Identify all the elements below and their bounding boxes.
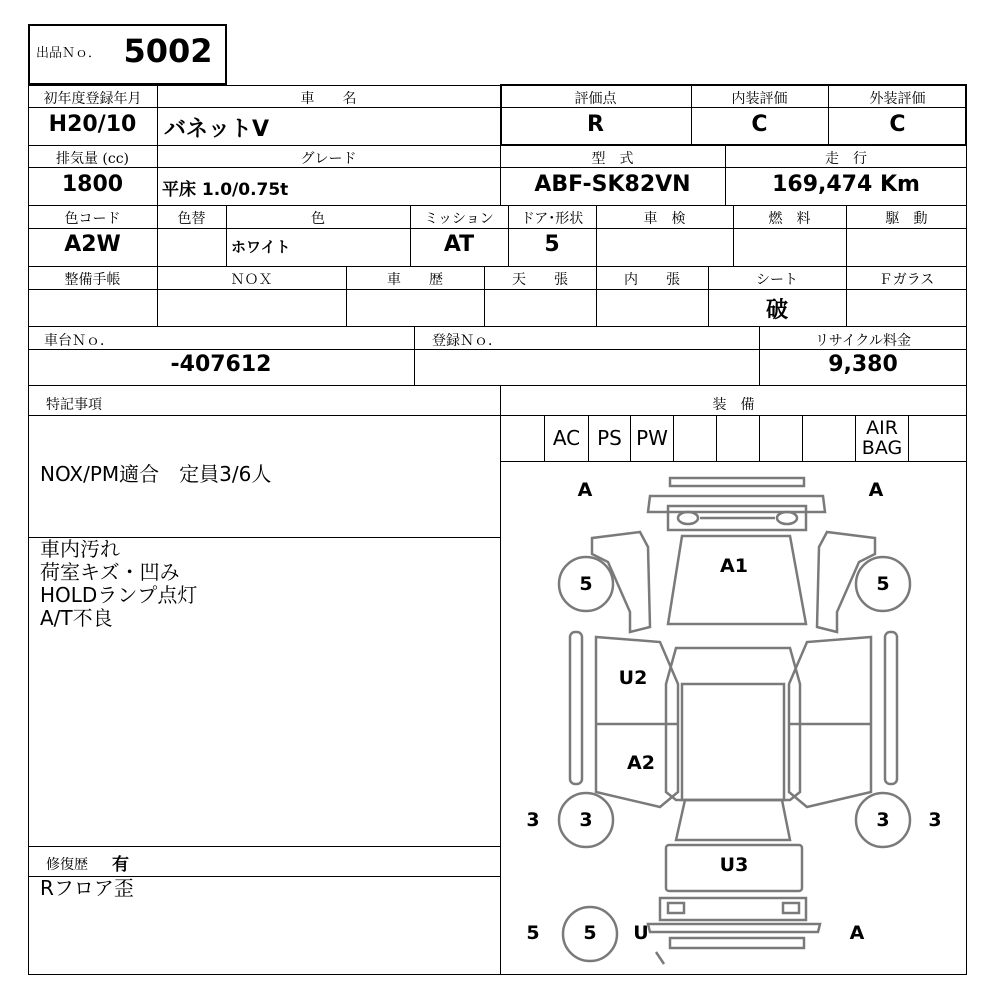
fuel-label: 燃 料 [768, 211, 811, 227]
mark-front-right-tire: 5 [876, 573, 890, 595]
recycle-value: 9,380 [828, 352, 898, 377]
year-label: 初年度登録年月 [43, 91, 142, 107]
service-label: 整備手帳 [64, 272, 121, 288]
mission-value: AT [443, 232, 475, 257]
chassis-value: -407612 [170, 352, 272, 377]
equipment-item-pw: PW [636, 426, 668, 450]
front-grille-outline [648, 496, 825, 512]
notes-item: 荷室キズ・凹み [40, 560, 180, 584]
front-lamp-left [678, 512, 698, 524]
notes-item: 車内汚れ [40, 537, 120, 561]
rear-window-outline [676, 800, 790, 840]
exterior-label: 外装評価 [869, 91, 926, 107]
mark-front-right-corner: A [868, 479, 884, 501]
mark-rear-right-tire: 3 [876, 809, 890, 831]
model-value: ABF-SK82VN [534, 172, 691, 197]
color-code-label: 色コード [64, 211, 121, 227]
front-lamp-right [777, 512, 797, 524]
equipment-item-ac: AC [552, 426, 581, 450]
right-side-strip [885, 632, 897, 784]
car-diagram [500, 462, 967, 974]
color-code-value: A2W [64, 232, 121, 257]
year-value: H20/10 [48, 112, 137, 137]
reg-label: 登録Ｎｏ． [432, 333, 502, 349]
mark-spare-outer: 5 [526, 922, 540, 944]
mark-rear-bumper-left: U [633, 922, 649, 944]
lot-label: 出品Ｎｏ． [36, 46, 102, 61]
exterior-value: C [889, 112, 906, 137]
equipment-item-ps: PS [597, 426, 622, 450]
grade-value: 平床 1.0/0.75t [162, 180, 289, 200]
right-front-fender [817, 532, 875, 632]
recycle-label: リサイクル料金 [814, 333, 912, 349]
right-side-outline [789, 637, 871, 807]
mark-left-side-lower: A2 [627, 752, 655, 774]
inner-label: 内 張 [624, 272, 680, 288]
cc-value: 1800 [61, 172, 124, 197]
equipment-item-airbag: AIR BAG [861, 417, 903, 459]
repaint-label: 色替 [177, 211, 206, 227]
door-value: 5 [544, 232, 560, 257]
seat-value: 破 [765, 298, 788, 323]
interior-value: C [751, 112, 768, 137]
model-label: 型 式 [591, 151, 634, 167]
mileage-label: 走 行 [825, 151, 867, 167]
nox-label: ＮＯＸ [230, 272, 273, 288]
mark-windshield: A1 [720, 555, 748, 577]
repair-note: Rフロア歪 [40, 876, 134, 900]
notes-line-1: NOX/PM適合 定員3/6人 [40, 462, 272, 486]
color-label: 色 [311, 211, 325, 227]
door-label: ドア･形状 [520, 211, 584, 227]
notes-item: HOLDランプ点灯 [40, 583, 198, 607]
left-side-strip [570, 632, 582, 784]
lot-number: 5002 [123, 32, 213, 70]
roof-label: 天 張 [512, 272, 568, 288]
windshield-outline [668, 536, 806, 624]
repair-label: 修復歴 [46, 857, 88, 873]
chassis-label: 車台Ｎｏ． [44, 333, 114, 349]
notes-label: 特記事項 [46, 397, 102, 413]
repair-value: 有 [112, 855, 129, 875]
color-value: ホワイト [231, 238, 291, 256]
mark-rear-right-tire-outer: 3 [928, 809, 942, 831]
drive-label: 駆 動 [885, 211, 928, 227]
name-value: バネットV [164, 117, 270, 142]
mark-rear-bumper-right: A [849, 922, 865, 944]
score-value: R [587, 112, 604, 137]
inspection-label: 車 検 [643, 211, 686, 227]
mark-spare-tire: 5 [583, 922, 597, 944]
roof-outline [666, 648, 800, 800]
name-label: 車 名 [300, 91, 357, 107]
mark-rear-left-tire: 3 [579, 809, 593, 831]
interior-label: 内装評価 [731, 91, 788, 107]
glass-label: Ｆガラス [878, 272, 935, 288]
mileage-value: 169,474 Km [772, 172, 920, 197]
notes-item: A/T不良 [40, 606, 113, 630]
mark-rear-door: U3 [719, 854, 749, 876]
mark-front-left-corner: A [577, 479, 593, 501]
seat-label: シート [756, 272, 798, 288]
score-label: 評価点 [574, 91, 617, 107]
mark-front-left-tire: 5 [579, 573, 593, 595]
mark-rear-left-tire-outer: 3 [526, 809, 540, 831]
cc-label: 排気量 (cc) [55, 151, 130, 167]
front-bumper-outline [670, 478, 804, 486]
grade-label: グレード [300, 151, 357, 167]
equipment-label: 装 備 [712, 397, 755, 413]
mark-left-side: U2 [618, 667, 648, 689]
history-label: 車 歴 [387, 272, 443, 288]
mission-label: ミッション [424, 211, 494, 227]
